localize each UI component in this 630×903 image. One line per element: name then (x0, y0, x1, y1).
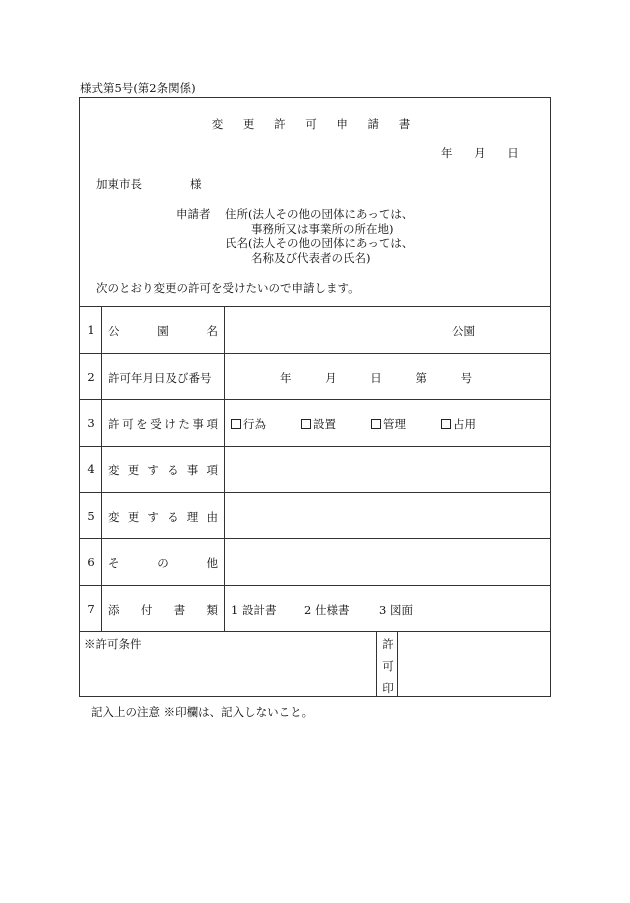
statement: 次のとおり変更の許可を受けたいので申請します。 (96, 281, 360, 295)
filling-note: 記入上の注意 ※印欄は、記入しないこと。 (91, 705, 314, 719)
seal-label-char: 可 (382, 659, 394, 673)
row-number: 2 (87, 370, 95, 384)
applicant-name-line2: 名称及び代表者の氏名) (251, 251, 371, 265)
row-label-park-name (108, 323, 218, 339)
label-char: る (167, 510, 179, 524)
row-label-change-reason (108, 509, 218, 525)
row-divider (80, 585, 550, 586)
label-char: す (147, 510, 159, 524)
row-label-other (108, 555, 218, 571)
form-title: 変 更 許 可 申 請 書 (211, 117, 419, 131)
row-number: 5 (87, 509, 95, 523)
checkbox-icon[interactable] (231, 419, 241, 429)
option-occupy[interactable]: 占用 (441, 416, 476, 432)
seal-label-char: 印 (382, 681, 394, 695)
label-char: 添 (108, 603, 120, 617)
label-column-line (224, 306, 225, 631)
label-char: 名 (206, 324, 218, 338)
option-manage[interactable]: 管理 (371, 416, 406, 432)
label-char: け (164, 417, 176, 431)
label-char: 付 (140, 603, 153, 617)
label-char: 許 (108, 417, 120, 431)
row-label-change-items (108, 462, 218, 478)
label-char: 項 (206, 417, 218, 431)
row-number: 4 (87, 462, 95, 476)
row-number: 1 (87, 323, 95, 337)
label-char: 変 (108, 510, 120, 524)
applicant-name-line1[interactable]: 氏名(法人その他の団体にあっては、 (225, 236, 414, 250)
applicant-label: 申請者 (176, 207, 211, 221)
label-char: そ (108, 556, 120, 570)
checkbox-icon[interactable] (301, 419, 311, 429)
row-divider (80, 399, 550, 400)
row-divider (80, 446, 550, 447)
label-char: を (136, 417, 148, 431)
table-top-line (80, 306, 550, 307)
row-number: 3 (87, 416, 95, 430)
label-char: 類 (206, 603, 218, 617)
label-char: の (157, 556, 169, 570)
applicant-address-line2: 事務所又は事業所の所在地) (251, 222, 394, 236)
label-char: 書 (173, 603, 186, 617)
option-install[interactable]: 設置 (301, 416, 336, 432)
label-char: 理 (186, 510, 199, 524)
label-char: 受 (150, 417, 162, 431)
row-label-permit-date: 許可年月日及び番号 (108, 371, 212, 385)
row-divider (80, 538, 550, 539)
applicant-address-line1[interactable]: 住所(法人その他の団体にあっては、 (225, 207, 414, 221)
attachment-design: 1 設計書 (231, 603, 277, 617)
seal-left-line (376, 631, 377, 697)
label-char: 事 (186, 463, 199, 477)
park-name-value[interactable]: 公園 (452, 324, 475, 338)
permit-date-number-value[interactable]: 年 月 日 第 号 (280, 371, 473, 385)
label-char: る (167, 463, 179, 477)
option-act[interactable]: 行為 (231, 416, 266, 432)
date-line[interactable]: 年 月 日 (441, 146, 519, 160)
label-char: す (147, 463, 159, 477)
row-label-permitted-items (108, 416, 218, 432)
attachment-drawing: 3 図面 (379, 603, 413, 617)
attachment-spec: 2 仕様書 (304, 603, 350, 617)
label-char: た (178, 417, 190, 431)
label-char: 更 (127, 463, 140, 477)
label-char: 可 (122, 417, 134, 431)
checkbox-icon[interactable] (371, 419, 381, 429)
label-char: 公 (108, 324, 120, 338)
addressee-suffix: 様 (190, 177, 202, 191)
label-char: 他 (206, 556, 218, 570)
seal-label-char: 許 (382, 637, 394, 651)
label-char: 変 (108, 463, 120, 477)
row-number: 6 (87, 555, 95, 569)
label-char: 園 (157, 324, 169, 338)
row-divider (80, 492, 550, 493)
label-char: 項 (206, 463, 218, 477)
permit-seal-box (398, 632, 550, 696)
form-code: 様式第5号(第2条関係) (80, 81, 196, 95)
label-char: 由 (206, 510, 218, 524)
label-char: 更 (127, 510, 140, 524)
permit-conditions-label: ※許可条件 (84, 637, 142, 651)
row-number: 7 (87, 602, 95, 616)
addressee: 加東市長 (96, 177, 142, 191)
row-divider (80, 353, 550, 354)
label-char: 事 (192, 417, 204, 431)
row-label-attachments (108, 602, 218, 618)
checkbox-icon[interactable] (441, 419, 451, 429)
